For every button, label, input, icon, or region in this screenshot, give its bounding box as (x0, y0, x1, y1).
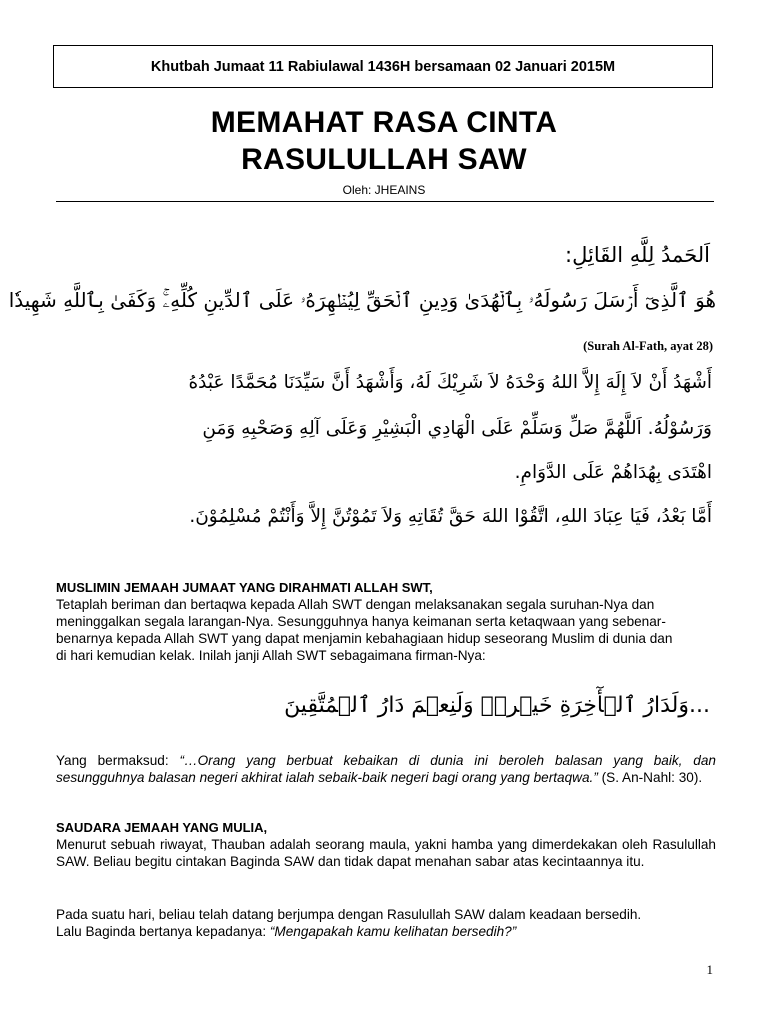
arabic-shahada-line-2: وَرَسُوْلُهُ. اَللَّهُمَّ صَلِّ وَسَلِّمْ عَلَى الْهَادِي الْبَشِيْرِ وَعَلَى آلِهِ وَصَحْبِهِ وَمَنِ (202, 418, 712, 439)
paragraph-line: benarnya kepada Allah SWT yang dapat menjamin kebahagiaan hidup seseorang Muslim di dunia dan (56, 631, 673, 646)
title-line-2: RASULULLAH SAW (241, 143, 527, 176)
meaning-reference: (S. An-Nahl: 30). (597, 770, 703, 785)
arabic-amma-badu: أَمَّا بَعْدُ، فَيَا عِبَادَ اللهِ، اتَّقُوْا اللهَ حَقَّ تُقَاتِهِ وَلاَ تَمُوْتُنَّ إِلاَّ وَأَنْتُمْ مُسْلِمُوْنَ. (189, 506, 712, 527)
author: Oleh: JHEAINS (342, 183, 426, 197)
verse-meaning (56, 752, 716, 786)
arabic-opening: اَلحَمدُ لِلَّهِ القَائِلِ: (565, 243, 710, 267)
title-line-1: MEMAHAT RASA CINTA (210, 106, 558, 139)
question-prefix: Lalu Baginda bertanya kepadanya: (56, 924, 270, 939)
paragraph-line: Tetaplah beriman dan bertaqwa kepada Allah SWT dengan melaksanakan segala suruhan-Nya dan (56, 597, 655, 612)
section-heading-muslimin: MUSLIMIN JEMAAH JUMAAT YANG DIRAHMATI ALLAH SWT, (56, 580, 433, 595)
verse-reference: (Surah Al-Fath, ayat 28) (583, 339, 713, 353)
section2-paragraph-2 (56, 906, 716, 940)
header-text: Khutbah Jumaat 11 Rabiulawal 1436H bersamaan 02 Januari 2015M (150, 58, 616, 75)
section2-paragraph-1: Menurut sebuah riwayat, Thauban adalah seorang maula, yakni hamba yang dimerdekakan oleh Rasulullah SAW. Beliau begitu cintakan Baginda SAW dan tidak dapat menahan sabar atas kecintaannya itu. (56, 837, 716, 869)
title-divider (56, 201, 714, 202)
paragraph-line: di hari kemudian kelak. Inilah janji Allah SWT sebagaimana firman-Nya: (56, 648, 486, 663)
arabic-shahada-line-3: اهْتَدَى بِهُدَاهُمْ عَلَى الدَّوَامِ. (514, 462, 712, 483)
section-heading-saudara: SAUDARA JEMAAH YANG MULIA, (56, 820, 268, 835)
paragraph-line: Pada suatu hari, beliau telah datang berjumpa dengan Rasulullah SAW dalam keadaan bersedih. (56, 907, 642, 922)
arabic-shahada-line-1: أَشْهَدُ أَنْ لاَ إِلَهَ إِلاَّ اللهُ وَحْدَهُ لاَ شَرِيْكَ لَهُ، وَأَشْهَدُ أَنَّ سَيِّدَنَا مُحَمَّدًا عَبْدُهُ (188, 372, 712, 393)
section1-paragraph (56, 596, 716, 664)
paragraph-line: meninggalkan segala larangan-Nya. Sesungguhnya hanya keimanan serta ketaqwaan yang sebenar- (56, 614, 666, 629)
paragraph-line (56, 923, 716, 940)
arabic-verse-an-nahl: ...وَلَدَارُ ٱلۡأٓخِرَةِ خَيۡرٞۚ وَلَنِعۡمَ دَارُ ٱلۡمُتَّقِينَ (284, 693, 710, 718)
khutbah-date-header (53, 45, 713, 88)
meaning-quote: “…Orang yang berbuat kebaikan di dunia ini beroleh balasan yang baik, dan sesungguhnya balasan negeri akhirat ialah sebaik-baik negeri bagi orang yang bertaqwa.” (56, 753, 716, 785)
page-number: 1 (706, 962, 713, 977)
meaning-intro: Yang bermaksud: (56, 753, 180, 768)
arabic-verse-al-fath: هُوَ ٱلَّذِىٓ أَرۡسَلَ رَسُولَهُۥ بِٱلۡهُدَىٰ وَدِينِ ٱلۡحَقِّ لِيُظۡهِرَهُۥ عَلَى ٱلدِّينِ كُلِّهِۦۚ وَكَفَىٰ بِٱللَّهِ شَهِيدٗا (8, 288, 716, 312)
question-quote: “Mengapakah kamu kelihatan bersedih?” (269, 924, 517, 939)
